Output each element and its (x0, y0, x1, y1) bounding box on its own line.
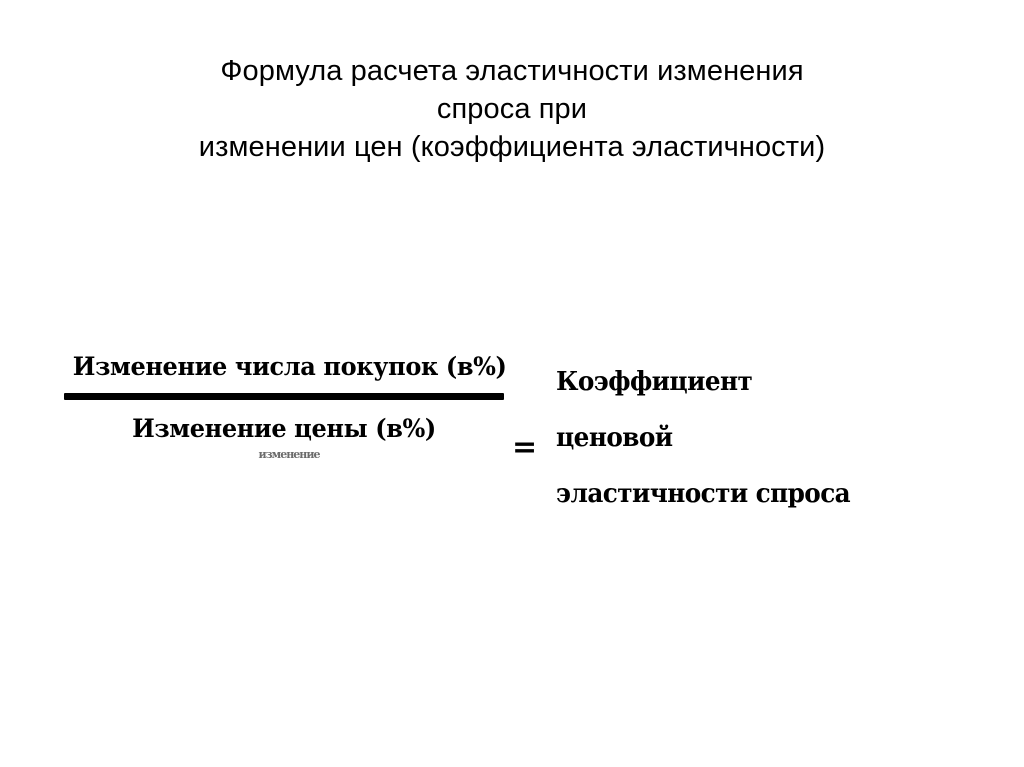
fraction-numerator: Изменение числа покупок (в%) (72, 352, 507, 381)
title-line-2: спроса при (436, 93, 588, 125)
fraction-denominator: Изменение цены (в%) (132, 414, 436, 443)
result-line-1: Коэффициент (556, 367, 753, 397)
fraction-bar (64, 393, 504, 400)
result-line-3: эластичности спроса (556, 479, 851, 509)
result-line-2: ценовой (556, 423, 673, 453)
page-title (62, 52, 962, 166)
formula-figure (0, 330, 1024, 590)
formula-result (556, 354, 976, 522)
title-line-1: Формула расчета эластичности изменения (220, 55, 804, 87)
fraction (64, 352, 507, 460)
equals-sign: = (512, 430, 538, 465)
fraction-overlap-artifact: изменение (258, 448, 320, 460)
title-line-3: изменении цен (коэффициента эластичности) (198, 131, 826, 163)
